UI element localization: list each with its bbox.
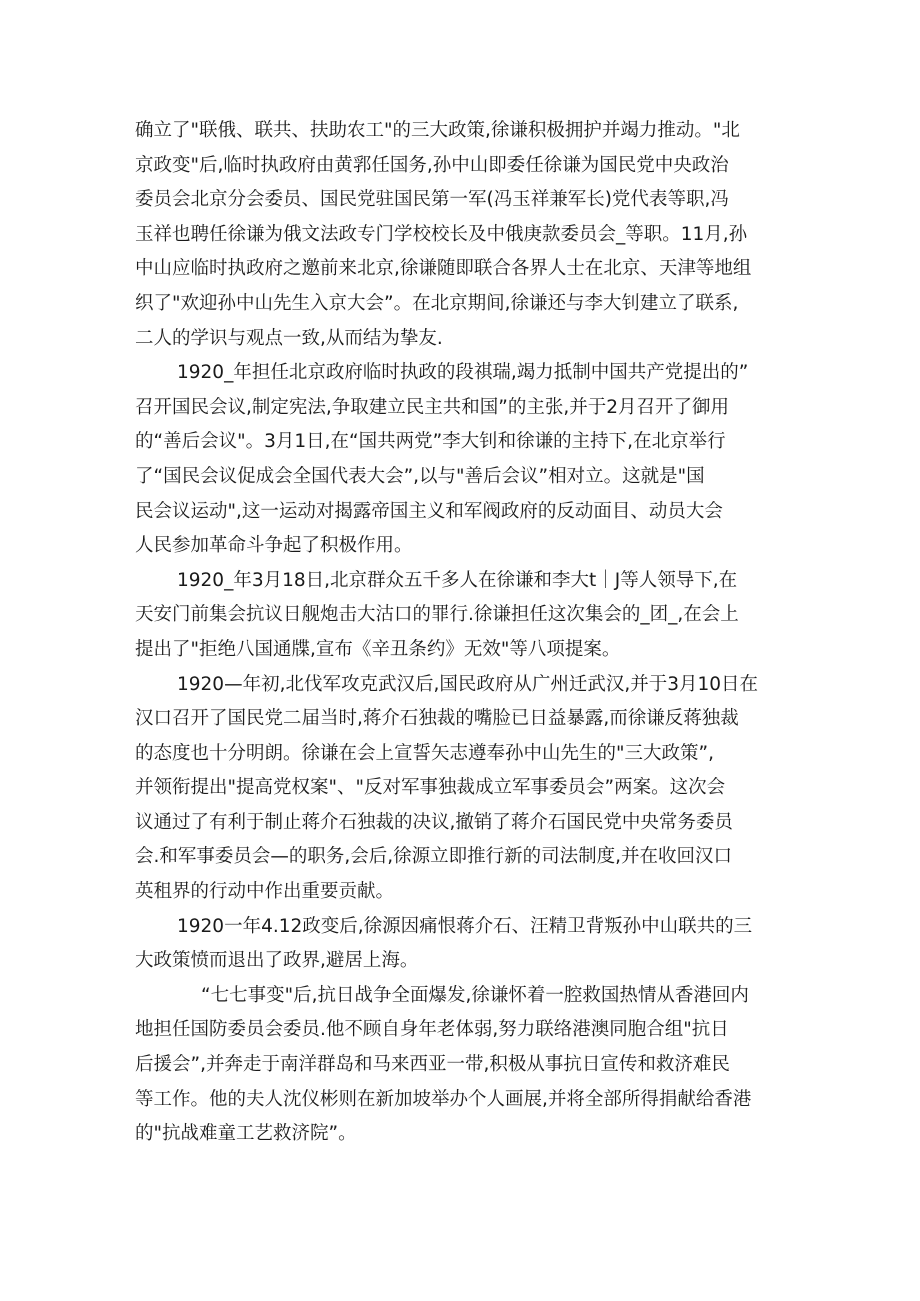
text-line: 议通过了有利于制止蒋介石独裁的决议,撤销了蒋介石国民党中央常务委员 (135, 811, 733, 833)
text-line: 后援会”,并奔走于南洋群岛和马来西亚一带,积极从事抗日宣传和救济难民 (135, 1054, 730, 1076)
text-line: 汉口召开了国民党二届当时,蒋介石独裁的嘴脸已日益暴露,而徐谦反蒋独裁 (135, 708, 739, 730)
text-line: 民会议运动",这一运动对揭露帝国主义和军阀政府的反动面目、动员大会 (135, 500, 723, 522)
text-line: 1920_年担任北京政府临时执政的段祺瑞,竭力抵制中国共产党提出的” (177, 362, 749, 384)
text-line: 1920_年3月18日,北京群众五千多人在徐谦和李大t｜J等人领导下,在 (177, 569, 738, 591)
text-line: 的“善后会议"。3月1日,在“国共两党”李大钊和徐谦的主持下,在北京举行 (135, 431, 726, 453)
text-line: 英租界的行动中作出重要贡献。 (135, 881, 395, 903)
text-line: 的态度也十分明朗。徐谦在会上宣誓矢志遵奉孙中山先生的"三大政策”, (135, 742, 714, 764)
text-line: 京政变"后,临时执政府由黄郛任国务,孙中山即委任徐谦为国民党中央政治 (135, 154, 729, 176)
text-line: 并领衔提出"提高党权案"、"反对军事独裁成立军事委员会”两案。这次会 (135, 777, 726, 799)
text-line: 中山应临时执政府之邀前来北京,徐谦随即联合各界人士在北京、天津等地组 (135, 258, 752, 280)
text-line: 会.和军事委员会—的职务,会后,徐源立即推行新的司法制度,并在收回汉口 (135, 846, 733, 868)
text-line: 提出了"拒绝八国通牒,宣布《辛丑条约》无效"等八项提案。 (135, 638, 621, 660)
text-line: 人民参加革命斗争起了积极作用。 (135, 535, 413, 557)
text-line: “七七事变"后,抗日战争全面爆发,徐谦怀着一腔救国热情从香港回内 (201, 984, 749, 1006)
text-line: 玉祥也聘任徐谦为俄文法政专门学校校长及中俄庚款委员会_等职。11月,孙 (135, 223, 748, 245)
text-line: 织了"欢迎孙中山先生入京大会”。在北京期间,徐谦还与李大钊建立了联系, (135, 292, 739, 314)
text-line: 了“国民会议促成会全国代表大会”,以与"善后会议”相对立。这就是"国 (135, 465, 705, 487)
paragraph-1 (135, 114, 795, 356)
text-line: 等工作。他的夫人沈仪彬则在新加坡举办个人画展,并将全部所得捐献给香港 (135, 1088, 752, 1110)
paragraph-5 (135, 910, 795, 979)
text-line: 召开国民会议,制定宪法,争取建立民主共和国”的主张,并于2月召开了御用 (135, 396, 729, 418)
text-line: 确立了"联俄、联共、扶助农工"的三大政策,徐谦积极拥护并竭力推动。"北 (135, 120, 740, 141)
paragraph-2 (135, 356, 795, 564)
document-body (135, 114, 795, 1152)
text-line: 二人的学识与观点一致,从而结为挚友. (135, 327, 443, 349)
text-line: 的"抗战难童工艺救济院”。 (135, 1123, 357, 1145)
text-line: 大政策愤而退出了政界,避居上海。 (135, 950, 419, 972)
paragraph-4 (135, 668, 795, 910)
text-line: 1920—年初,北伐军攻克武汉后,国民政府从广州迁武汉,并于3月10日在 (177, 673, 759, 695)
text-line: 委员会北京分会委员、国民党驻国民第一军(冯玉祥兼军长)党代表等职,冯 (135, 189, 729, 211)
paragraph-3 (135, 564, 795, 668)
text-line: 地担任国防委员会委员.他不顾自身年老体弱,努力联络港澳同胞合组"抗日 (135, 1019, 729, 1041)
text-line: 1920一年4.12政变后,徐源因痛恨蒋介石、汪精卫背叛孙中山联共的三 (177, 915, 753, 937)
text-line: 天安门前集会抗议日舰炮击大沽口的罪行.徐谦担任这次集会的_团_,在会上 (135, 604, 739, 626)
paragraph-6 (135, 979, 795, 1152)
